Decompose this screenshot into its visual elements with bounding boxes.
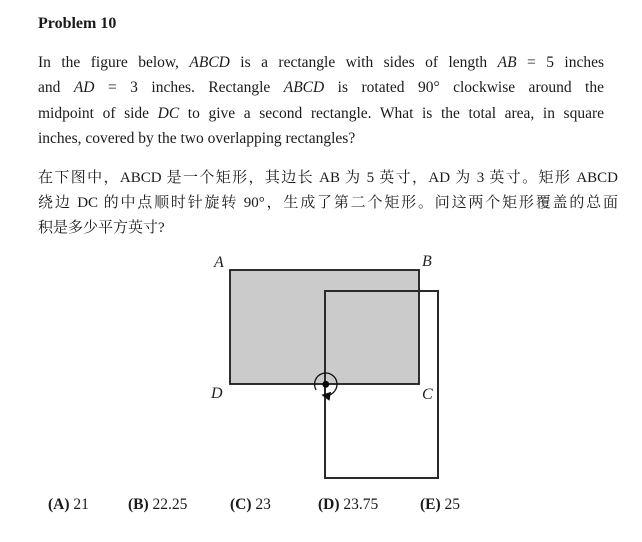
vertex-label-d: D <box>211 385 223 402</box>
choice-value: 25 <box>444 496 461 513</box>
answer-choice-e <box>420 496 460 514</box>
choice-label: (B) <box>128 496 149 513</box>
answer-choice-b <box>128 496 187 514</box>
vertex-label-a: A <box>214 254 224 271</box>
text-line: 在下图中，ABCD 是一个矩形，其边长 AB 为 5 英寸，AD 为 3 英寸。矩形 ABCD <box>38 170 618 186</box>
answer-choice-a <box>48 496 89 514</box>
page-title: Problem 10 <box>38 15 117 32</box>
text-line: midpoint of side DC to give a second rectangle. What is the total area, in square <box>38 104 605 122</box>
text-line: In the figure below, ABCD is a rectangle with sides of length AB = 5 inches <box>38 54 604 71</box>
choice-label: (A) <box>48 496 70 513</box>
text-line: 绕边 DC 的中点顺时针旋转 90°，生成了第二个矩形。问这两个矩形覆盖的总面 <box>38 195 618 211</box>
choice-value: 22.25 <box>152 496 188 513</box>
choice-label: (D) <box>318 496 340 513</box>
choice-label: (E) <box>420 496 441 513</box>
answer-choice-c <box>230 496 271 514</box>
choice-value: 23.75 <box>343 496 379 513</box>
vertex-label-c: C <box>422 386 433 403</box>
text-line: and AD = 3 inches. Rectangle ABCD is rotated 90° clockwise around the <box>38 79 604 97</box>
choice-value: 23 <box>255 496 271 513</box>
choice-label: (C) <box>230 496 252 513</box>
text-line: inches, covered by the two overlapping rectangles? <box>38 130 356 148</box>
rotation-center-dot <box>322 381 329 388</box>
answer-choice-d <box>318 496 378 514</box>
choice-value: 21 <box>73 496 89 513</box>
answer-choices <box>0 496 642 518</box>
text-line: 积是多少平方英寸? <box>38 220 165 236</box>
vertex-label-b: B <box>422 253 432 270</box>
